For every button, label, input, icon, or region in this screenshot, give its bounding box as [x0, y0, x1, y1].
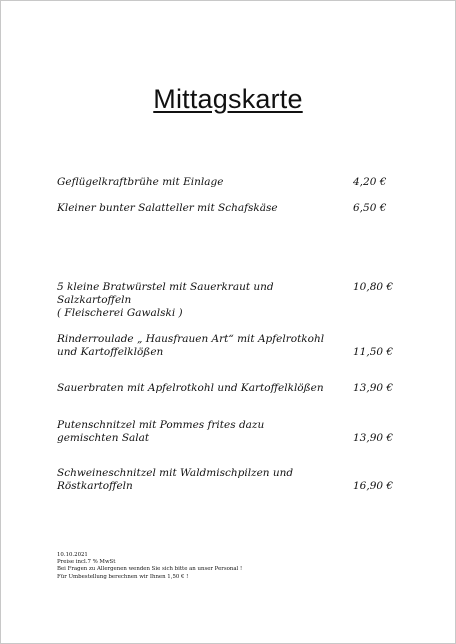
menu-item-name [57, 333, 337, 359]
menu-item-name [57, 419, 337, 445]
menu-item-price: 4,20 € [353, 176, 387, 188]
menu-item-line: Kleiner bunter Salatteller mit Schafskäse [57, 202, 278, 214]
menu-item-name [57, 202, 337, 215]
menu-item-price: 6,50 € [353, 202, 387, 214]
menu-item-line: und Kartoffelklößen [57, 346, 164, 358]
menu-item-line: Schweineschnitzel mit Waldmischpilzen und [57, 467, 294, 479]
menu-item-name [57, 467, 337, 493]
menu-item-line: Röstkartoffeln [57, 480, 133, 492]
menu-item-line: 5 kleine Bratwürstel mit Sauerkraut und Salzkartoffeln [57, 281, 274, 306]
footer-packaging-note: Für Umbestellung berechnen wir Ihnen 1,50 € ! [57, 573, 189, 580]
menu-item-price: 13,90 € [353, 432, 394, 444]
menu-item-line: ( Fleischerei Gawalski ) [57, 307, 183, 319]
footer-notes [57, 552, 357, 581]
menu-item-price: 11,50 € [353, 346, 394, 358]
menu-item-line: gemischten Salat [57, 432, 150, 444]
footer-date: 10.10.2021 [57, 552, 88, 558]
menu-item-name [57, 382, 337, 395]
footer-vat-note: Preise incl.7 % MwSt [57, 559, 116, 566]
footer-allergen-note: Bei Fragen zu Allergenen wenden Sie sich bitte an unser Personal ! [57, 566, 243, 573]
menu-item-line: Rinderroulade „ Hausfrauen Art“ mit Apfelrotkohl [57, 333, 325, 345]
menu-item-name [57, 281, 337, 320]
page-title: Mittagskarte [153, 84, 303, 114]
menu-item-name [57, 176, 337, 189]
menu-item-line: Sauerbraten mit Apfelrotkohl und Kartoffelklößen [57, 382, 324, 394]
menu-item-price: 13,90 € [353, 382, 394, 394]
menu-item-price: 10,80 € [353, 281, 394, 293]
menu-item-price: 16,90 € [353, 480, 394, 492]
menu-item-line: Geflügelkraftbrühe mit Einlage [57, 176, 224, 188]
menu-item-line: Putenschnitzel mit Pommes frites dazu [57, 419, 265, 431]
